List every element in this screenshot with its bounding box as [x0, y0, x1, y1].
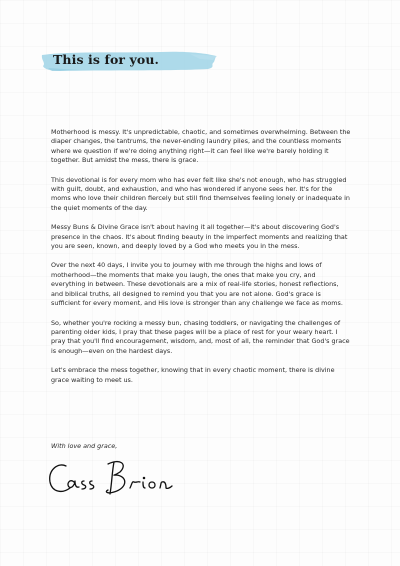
paragraph: Let's embrace the mess together, knowing that in every chaotic moment, there is divine grace waiting to meet us.	[51, 366, 335, 384]
paragraph: Over the next 40 days, I invite you to journey with me through the highs and lows of motherhood—the moments that make you laugh, the ones that make you cry, and everything in between. These devotionals are a mix of real-life stories, honest reflections, and biblical truths, all designed to remind you that you are not alone. God's grace is sufficient for every moment, and His love is stronger than any challenge we face as moms.	[51, 261, 343, 308]
signature-image	[44, 448, 194, 508]
signoff: With love and grace,	[51, 442, 118, 450]
body-text	[51, 128, 351, 395]
paragraph: Motherhood is messy. It's unpredictable, chaotic, and sometimes overwhelming. Between the diaper changes, the tantrums, the never-ending laundry piles, and the countless moments where we question if we're doing anything right—it can feel like we're barely holding it together. But amidst the mess, there is grace.	[51, 128, 351, 165]
paragraph: This devotional is for every mom who has ever felt like she's not enough, who has struggled with guilt, doubt, and exhaustion, and who has wondered if anyone sees her. It's for the moms who love their children fiercely but still find themselves feeling lonely or inadequate in the quiet moments of the day.	[51, 175, 350, 212]
page-title: This is for you.	[53, 52, 159, 67]
paragraph: Messy Buns & Divine Grace isn't about having it all together—it's about discovering God's presence in the chaos. It's about finding beauty in the imperfect moments and realizing that you are seen, known, and deeply loved by a God who meets you in the mess.	[51, 223, 348, 251]
paragraph: So, whether you're rocking a messy bun, chasing toddlers, or navigating the challenges of parenting older kids, I pray that these pages will be a place of rest for your weary heart. I pray that you'll find encouragement, wisdom, and, most of all, the reminder that God's grace is enough—even on the hardest days.	[51, 318, 350, 355]
